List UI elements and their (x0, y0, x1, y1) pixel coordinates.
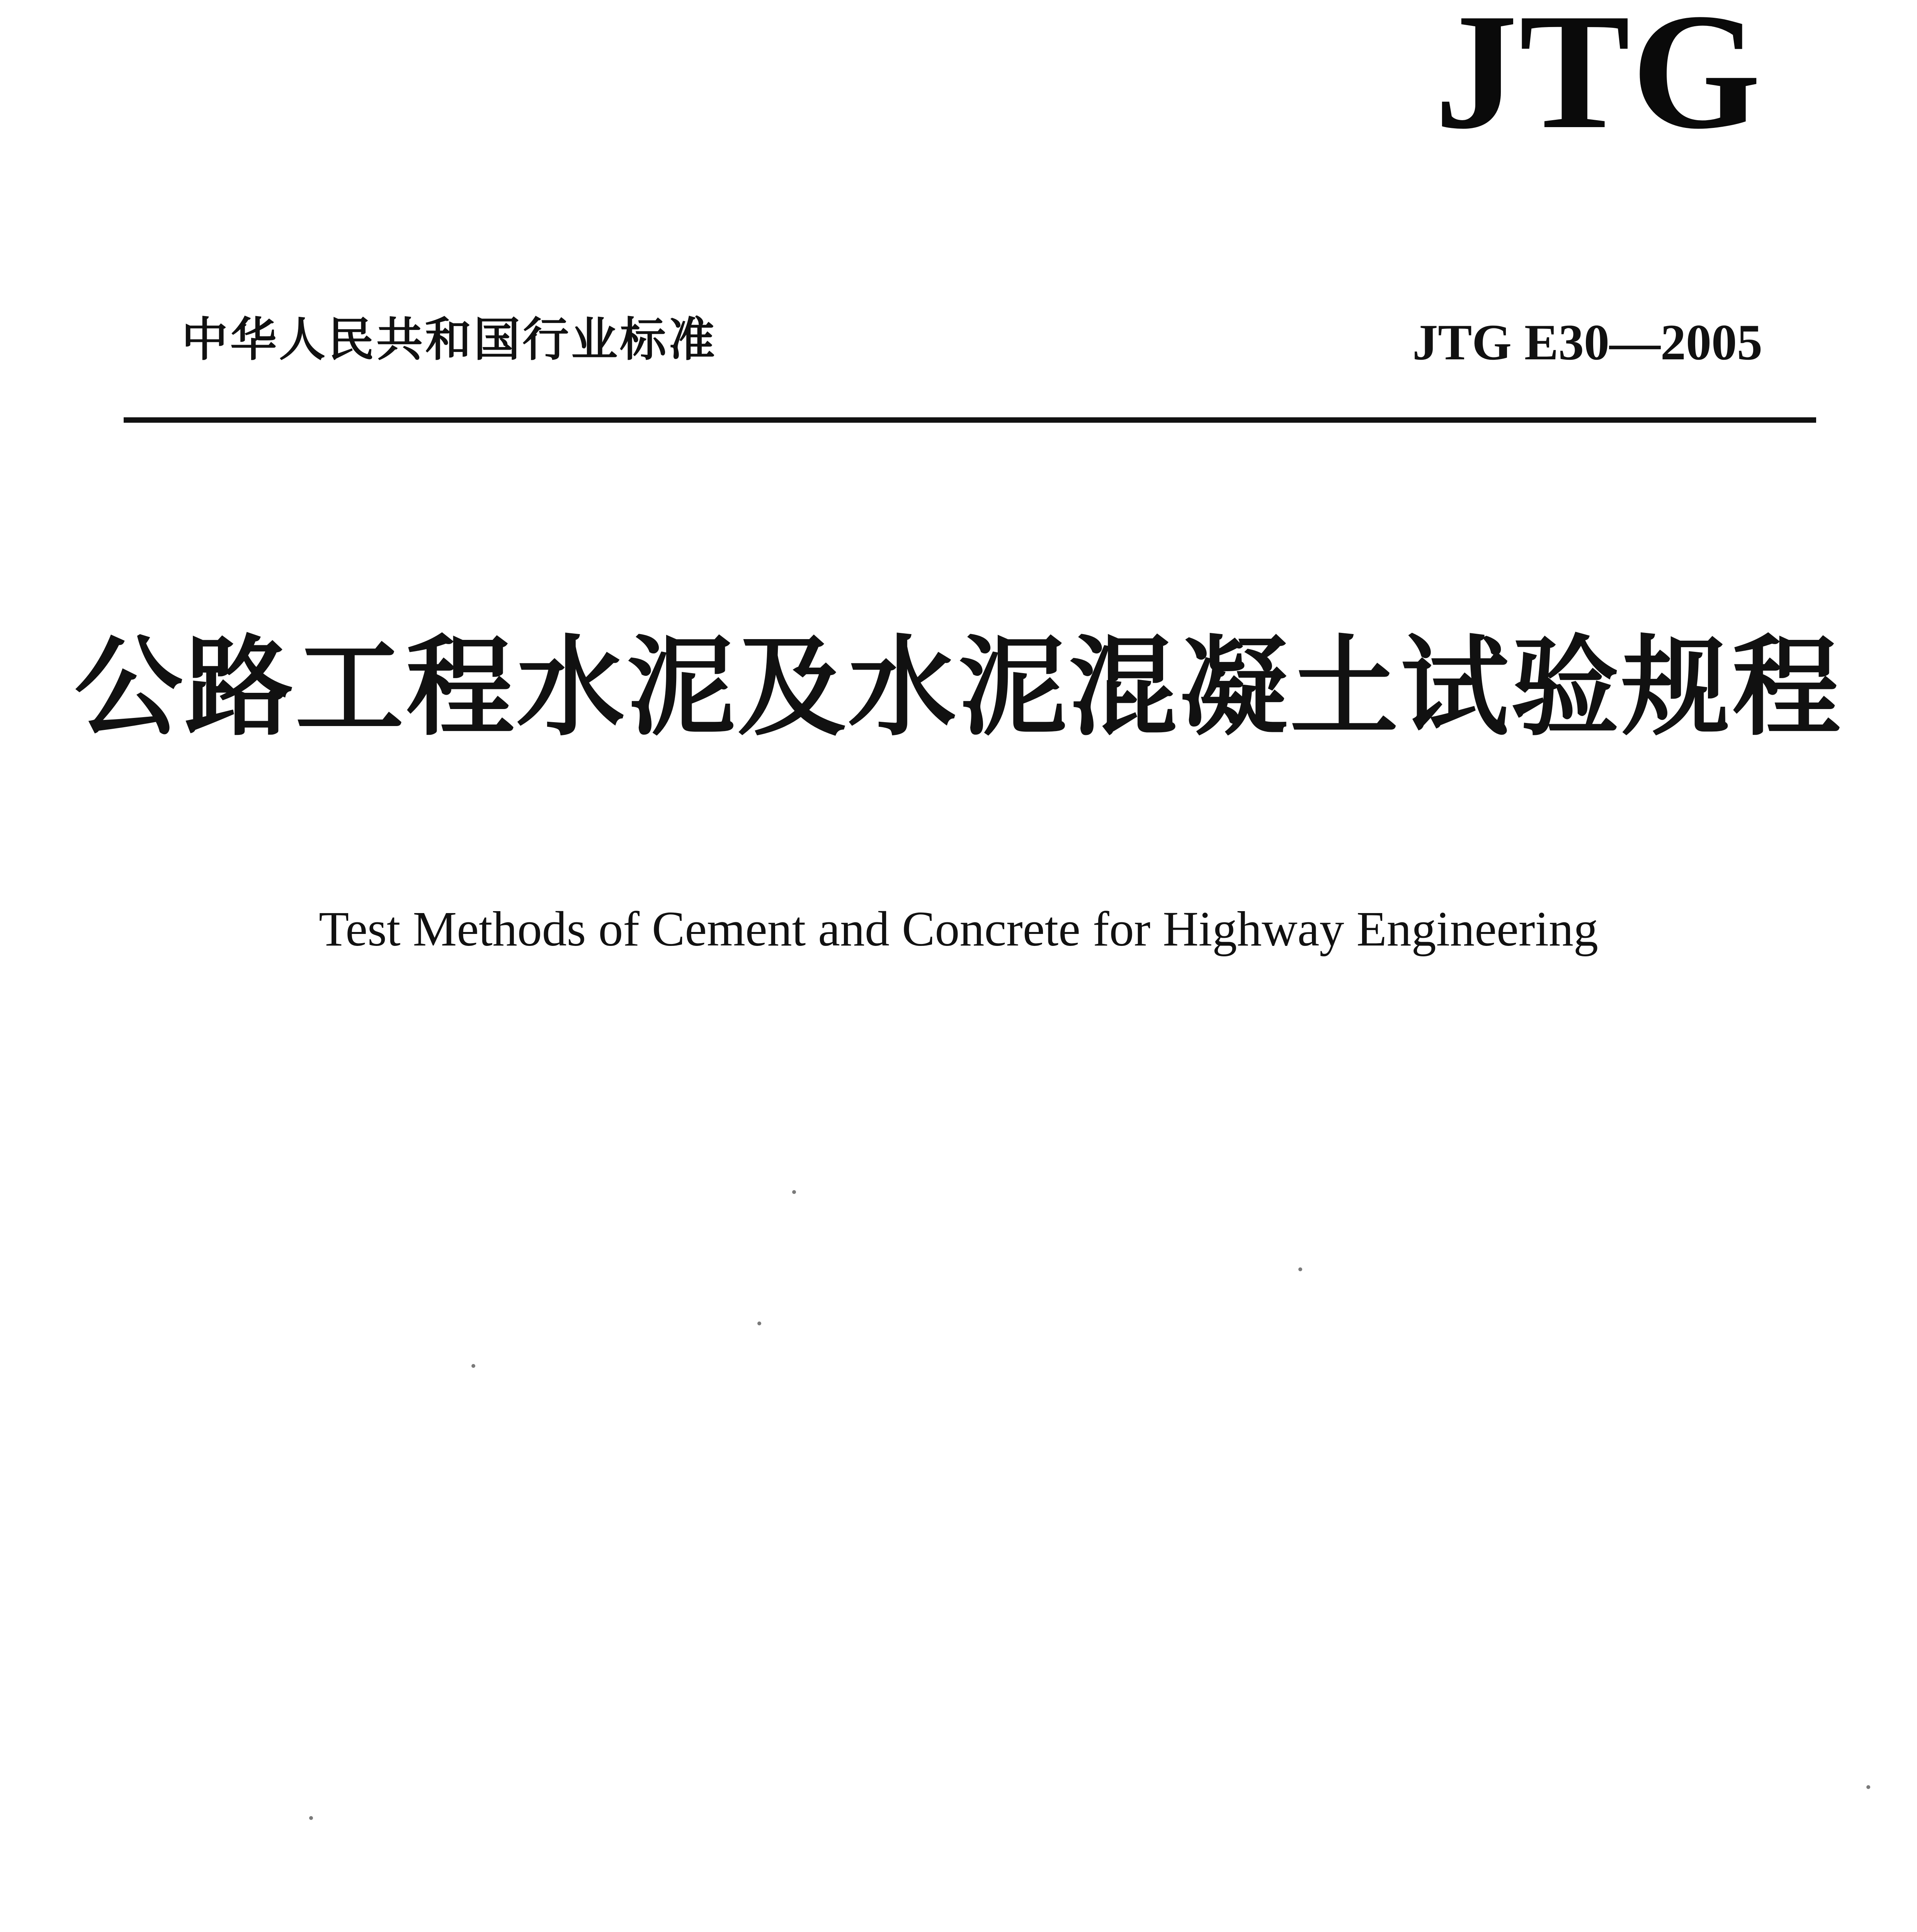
scan-speck (792, 1190, 796, 1194)
scan-speck (1298, 1267, 1302, 1271)
scan-speck (757, 1321, 761, 1325)
standard-category: 中华人民共和国行业标准 (182, 313, 717, 367)
jtg-logo: JTG (1434, 0, 1762, 163)
scan-speck (1866, 1785, 1870, 1789)
title-english: Test Methods of Cement and Concrete for Highway Engineering (318, 901, 1599, 956)
header-divider (124, 417, 1816, 423)
title-chinese: 公路工程水泥及水泥混凝土试验规程 (74, 625, 1843, 751)
scan-speck (309, 1816, 313, 1820)
scan-speck (471, 1364, 475, 1368)
standard-number: JTG E30—2005 (1412, 314, 1762, 371)
